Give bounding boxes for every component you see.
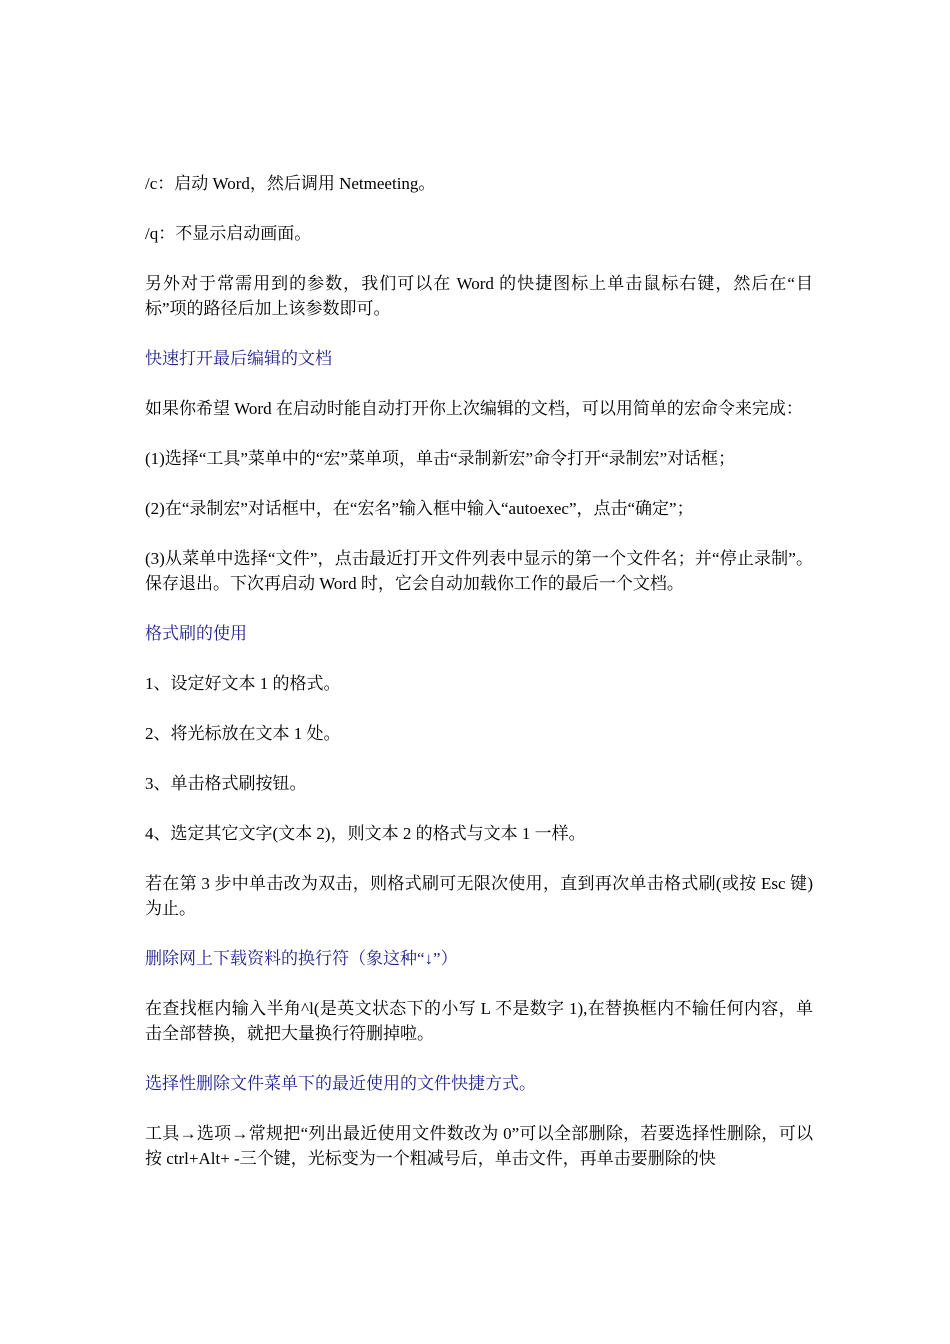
- paragraph-find-replace: 在查找框内输入半角^l(是英文状态下的小写 L 不是数字 1),在替换框内不输任何内容，单击全部替换，就把大量换行符删掉啦。: [145, 999, 813, 1043]
- section-heading-open-last-doc: 快速打开最后编辑的文档: [145, 349, 332, 368]
- paragraph-macro-intro: 如果你希望 Word 在启动时能自动打开你上次编辑的文档，可以用简单的宏命令来完成：: [145, 399, 803, 418]
- paragraph-switch-q: /q：不显示启动画面。: [145, 224, 312, 243]
- paragraph-recent-files-steps: 工具→选项→常规把“列出最近使用文件数改为 0”可以全部删除，若要选择性删除，可以按 ctrl+Alt+ -三个键，光标变为一个粗减号后，单击文件，再单击要删除的快: [145, 1124, 813, 1168]
- section-heading-remove-line-breaks: 删除网上下载资料的换行符（象这种“↓”）: [145, 949, 458, 968]
- paragraph-painter-step-3: 3、单击格式刷按钮。: [145, 774, 307, 793]
- paragraph-painter-step-1: 1、设定好文本 1 的格式。: [145, 674, 341, 693]
- paragraph-shortcut-params: 另外对于常需用到的参数，我们可以在 Word 的快捷图标上单击鼠标右键，然后在“目标”项的路径后加上该参数即可。: [145, 274, 813, 318]
- paragraph-switch-c: /c：启动 Word，然后调用 Netmeeting。: [145, 174, 436, 193]
- section-heading-format-painter: 格式刷的使用: [145, 624, 247, 643]
- paragraph-step-3: (3)从菜单中选择“文件”，点击最近打开文件列表中显示的第一个文件名；并“停止录制”。保存退出。下次再启动 Word 时，它会自动加载你工作的最后一个文档。: [145, 549, 813, 593]
- paragraph-step-2: (2)在“录制宏”对话框中，在“宏名”输入框中输入“autoexec”，点击“确定”；: [145, 499, 694, 518]
- paragraph-painter-step-2: 2、将光标放在文本 1 处。: [145, 724, 341, 743]
- paragraph-painter-step-4: 4、选定其它文字(文本 2)，则文本 2 的格式与文本 1 一样。: [145, 824, 586, 843]
- paragraph-painter-tip: 若在第 3 步中单击改为双击，则格式刷可无限次使用，直到再次单击格式刷(或按 Esc 键)为止。: [145, 874, 813, 918]
- section-heading-recent-files: 选择性删除文件菜单下的最近使用的文件快捷方式。: [145, 1074, 536, 1093]
- paragraph-step-1: (1)选择“工具”菜单中的“宏”菜单项，单击“录制新宏”命令打开“录制宏”对话框；: [145, 449, 736, 468]
- document-body: [145, 171, 813, 1196]
